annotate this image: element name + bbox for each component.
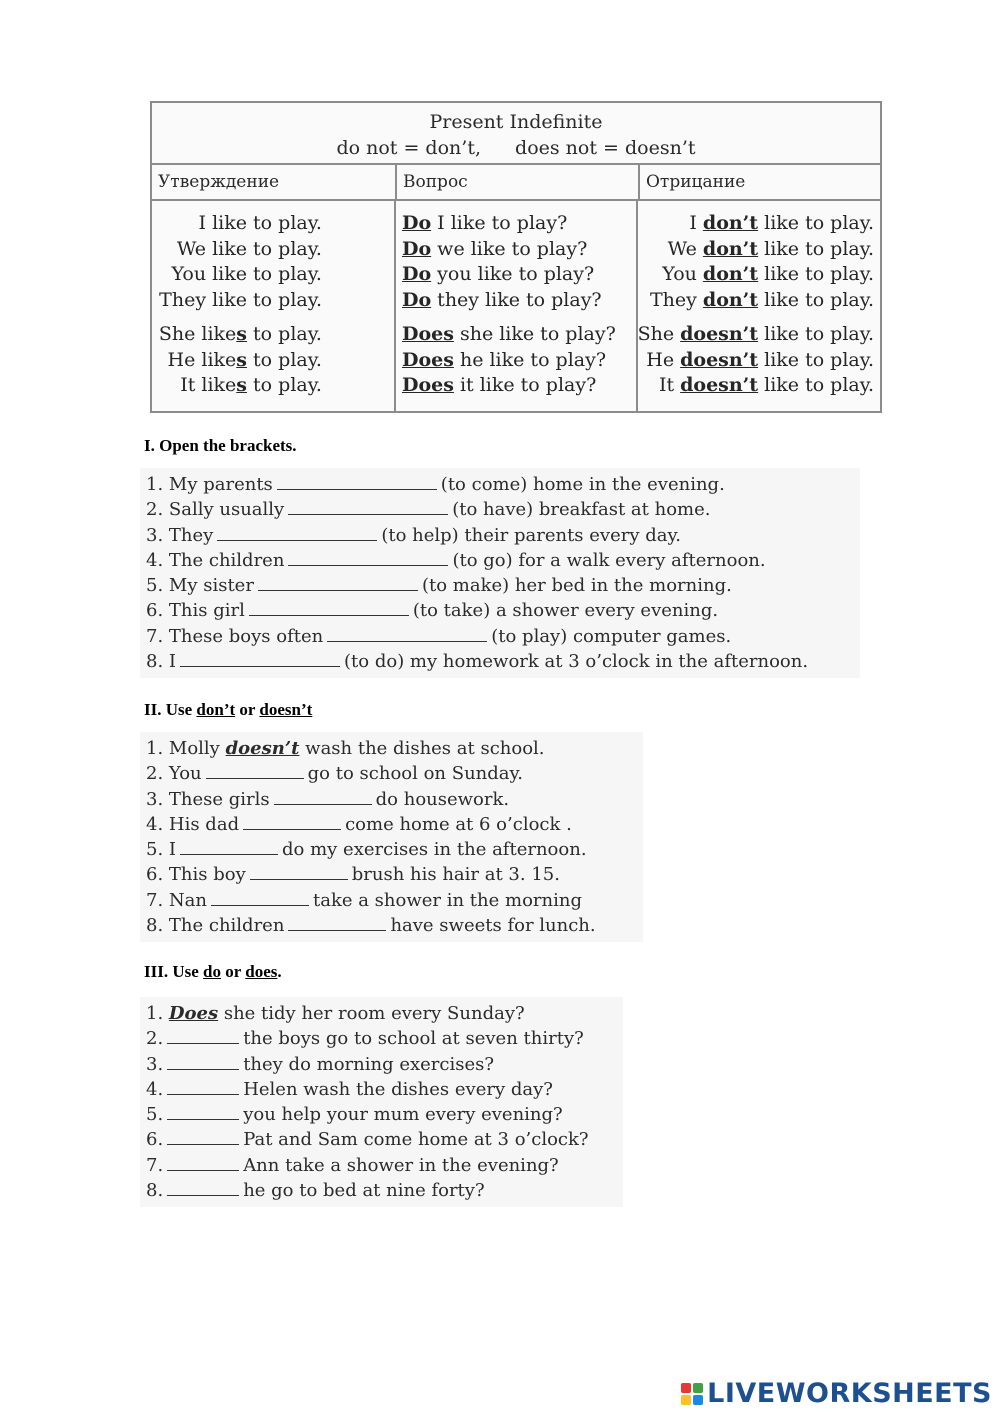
line-text-before: 5. I — [146, 839, 177, 861]
highlight-word: s — [236, 323, 247, 345]
table-line — [152, 322, 322, 348]
highlight-word: don’t — [702, 263, 759, 285]
highlight-word: don’t — [702, 212, 759, 234]
section3-heading — [144, 962, 282, 982]
table-line — [402, 322, 636, 348]
table-note-right: does not = doesn’t — [515, 137, 696, 159]
line-pre: You — [662, 263, 703, 285]
line-text-before: 6. This girl — [146, 600, 245, 622]
line-pre: I — [689, 212, 703, 234]
section3-example — [146, 1001, 617, 1026]
table-line — [402, 348, 636, 374]
table-line: We like to play. — [176, 237, 322, 260]
line-post: you like to play? — [431, 263, 595, 285]
line-post: I like to play? — [431, 212, 568, 234]
line-text-before: 3. — [146, 1053, 164, 1075]
logo-square — [693, 1383, 703, 1393]
section2-exercise — [140, 732, 643, 942]
logo-mark-icon — [681, 1383, 703, 1405]
line-text-after: (to make) her bed in the morning. — [421, 575, 732, 597]
section2-heading-word2: doesn’t — [259, 700, 313, 719]
highlight-word: doesn’t — [680, 374, 759, 396]
highlight-word: Do — [401, 263, 432, 285]
table-line — [638, 348, 874, 374]
line-text-after: do my exercises in the afternoon. — [282, 839, 587, 861]
answer-blank[interactable] — [258, 573, 418, 591]
exercise-line — [146, 1127, 617, 1152]
exercise-line — [146, 624, 854, 649]
answer-blank[interactable] — [167, 1102, 239, 1120]
answer-blank[interactable] — [288, 497, 448, 515]
line-pre: We — [667, 237, 703, 260]
table-header — [152, 103, 880, 165]
example-answer: Does — [168, 1003, 219, 1024]
table-line — [638, 211, 874, 237]
affirmative-cell — [152, 201, 396, 411]
table-body — [152, 201, 880, 411]
line-post: like to play. — [758, 348, 874, 371]
line-text-before: 7. — [146, 1154, 164, 1176]
line-text-after: (to go) for a walk every afternoon. — [452, 549, 766, 571]
table-line — [402, 237, 636, 263]
column-header-negative: Отрицание — [646, 172, 746, 192]
line-text-before: 2. You — [146, 763, 202, 785]
line-pre: It like — [180, 374, 237, 396]
table-line: They like to play. — [159, 288, 322, 311]
exercise-line — [146, 1026, 617, 1051]
highlight-word: Does — [401, 374, 454, 396]
table-note — [152, 135, 880, 161]
line-text-after: (to help) their parents every day. — [381, 524, 681, 546]
line-pre: She — [637, 323, 681, 345]
highlight-word: s — [236, 348, 247, 371]
section3-heading-pre: III. Use — [144, 962, 204, 981]
table-note-left: do not = don’t, — [336, 137, 481, 159]
answer-blank[interactable] — [167, 1077, 239, 1095]
section3-exercise — [140, 997, 623, 1207]
line-text-after: Helen wash the dishes every day? — [243, 1078, 553, 1100]
table-line — [638, 373, 874, 399]
highlight-word: doesn’t — [680, 348, 759, 371]
line-post: to play. — [247, 323, 322, 345]
line-text-before: 3. These girls — [146, 788, 270, 810]
line-post: like to play. — [758, 288, 874, 311]
table-line — [152, 348, 322, 374]
line-post: to play. — [247, 348, 322, 371]
example-post: she tidy her room every Sunday? — [218, 1003, 525, 1024]
affirmative-group2 — [152, 322, 322, 399]
line-text-before: 8. The children — [146, 915, 285, 937]
exercise-line — [146, 761, 637, 786]
line-text-before: 2. — [146, 1028, 164, 1050]
answer-blank[interactable] — [167, 1127, 239, 1145]
exercise-line — [146, 1052, 617, 1077]
line-text-before: 6. This boy — [146, 864, 246, 886]
example-pre: 1. Molly — [146, 738, 226, 759]
line-text-before: 5. — [146, 1104, 164, 1126]
line-post: we like to play? — [431, 237, 588, 260]
section2-heading — [144, 700, 312, 720]
answer-blank[interactable] — [217, 523, 377, 541]
section1-exercise — [140, 468, 860, 678]
line-text-after: go to school on Sunday. — [307, 763, 524, 785]
answer-blank[interactable] — [167, 1178, 239, 1196]
table-line — [402, 262, 636, 288]
table-line — [152, 373, 322, 399]
table-title: Present Indefinite — [429, 111, 603, 133]
line-pre: He like — [167, 348, 237, 371]
line-text-before: 7. These boys often — [146, 625, 324, 647]
line-text-before: 4. — [146, 1078, 164, 1100]
line-post: they like to play? — [431, 288, 602, 311]
answer-blank[interactable] — [167, 1052, 239, 1070]
highlight-word: Do — [401, 288, 432, 311]
section2-heading-mid: or — [235, 700, 260, 719]
answer-blank[interactable] — [288, 913, 386, 931]
highlight-word: don’t — [702, 288, 759, 311]
line-post: like to play. — [758, 374, 874, 396]
exercise-line — [146, 523, 854, 548]
answer-blank[interactable] — [180, 649, 340, 667]
line-text-after: take a shower in the morning — [312, 889, 582, 911]
example-pre: 1. — [146, 1003, 169, 1024]
table-line — [638, 237, 874, 263]
line-text-before: 8. I — [146, 651, 177, 673]
answer-blank[interactable] — [167, 1026, 239, 1044]
answer-blank[interactable] — [180, 837, 278, 855]
answer-blank[interactable] — [288, 548, 448, 566]
table-line — [638, 262, 874, 288]
highlight-word: Does — [401, 348, 454, 371]
line-post: to play. — [247, 374, 322, 396]
exercise-line — [146, 573, 854, 598]
exercise-line — [146, 888, 637, 913]
exercise-line — [146, 598, 854, 623]
exercise-line — [146, 497, 854, 522]
negative-group2 — [638, 322, 874, 399]
table-line: You like to play. — [171, 263, 322, 285]
grammar-table — [150, 101, 882, 413]
line-text-after: (to have) breakfast at home. — [452, 499, 711, 521]
exercise-line — [146, 812, 637, 837]
line-pre: They — [649, 288, 703, 311]
line-post: he like to play? — [453, 348, 607, 371]
table-line — [638, 322, 874, 348]
example-post: wash the dishes at school. — [299, 738, 545, 759]
line-text-after: come home at 6 o’clock . — [345, 813, 572, 835]
line-text-before: 6. — [146, 1129, 164, 1151]
line-text-after: brush his hair at 3. 15. — [351, 864, 560, 886]
line-text-before: 2. Sally usually — [146, 499, 285, 521]
answer-blank[interactable] — [274, 787, 372, 805]
line-text-after: (to do) my homework at 3 o’clock in the afternoon. — [344, 651, 809, 673]
liveworksheets-logo — [681, 1378, 992, 1409]
highlight-word: doesn’t — [680, 323, 759, 345]
highlight-word: Do — [401, 212, 432, 234]
question-cell — [396, 201, 638, 411]
line-text-after: (to play) computer games. — [491, 625, 732, 647]
section2-heading-word1: don’t — [196, 700, 236, 719]
logo-square — [681, 1383, 691, 1393]
section3-heading-word1: do — [203, 962, 222, 981]
exercise-line — [146, 649, 854, 674]
line-text-after: you help your mum every evening? — [243, 1104, 563, 1126]
line-text-before: 8. — [146, 1180, 164, 1202]
section1-heading: I. Open the brackets. — [144, 436, 297, 455]
highlight-word: Do — [401, 237, 432, 260]
line-pre: She like — [158, 323, 237, 345]
answer-blank[interactable] — [249, 598, 409, 616]
table-line: I like to play. — [198, 212, 322, 234]
line-post: like to play. — [758, 237, 874, 260]
exercise-line — [146, 548, 854, 573]
line-text-after: (to take) a shower every evening. — [412, 600, 719, 622]
section2-example — [146, 736, 637, 761]
negative-cell — [638, 201, 880, 411]
line-text-before: 4. His dad — [146, 813, 240, 835]
logo-text: LIVEWORKSHEETS — [707, 1378, 992, 1409]
table-line — [402, 288, 636, 314]
line-pre: It — [658, 374, 681, 396]
line-post: it like to play? — [453, 374, 597, 396]
exercise-line — [146, 837, 637, 862]
line-text-after: have sweets for lunch. — [390, 915, 596, 937]
highlight-word: don’t — [702, 237, 759, 260]
line-text-after: they do morning exercises? — [243, 1053, 495, 1075]
line-post: she like to play? — [453, 323, 616, 345]
line-text-before: 5. My sister — [146, 575, 254, 597]
line-text-after: the boys go to school at seven thirty? — [243, 1028, 584, 1050]
exercise-line — [146, 1102, 617, 1127]
section3-heading-end: . — [277, 962, 282, 981]
line-text-before: 1. My parents — [146, 474, 273, 495]
line-text-after: he go to bed at nine forty? — [243, 1180, 485, 1202]
line-text-before: 7. Nan — [146, 889, 207, 911]
highlight-word: s — [236, 374, 247, 396]
line-text-after: (to come) home in the evening. — [440, 474, 725, 495]
exercise-line — [146, 472, 854, 497]
exercise-line — [146, 1178, 617, 1203]
answer-blank[interactable] — [206, 761, 304, 779]
section3-heading-mid: or — [221, 962, 246, 981]
line-text-before: 4. The children — [146, 549, 285, 571]
affirmative-group1 — [152, 211, 322, 313]
line-post: like to play. — [758, 212, 874, 234]
column-header-question: Вопрос — [397, 165, 640, 199]
line-text-after: Pat and Sam come home at 3 o’clock? — [243, 1129, 589, 1151]
question-group2 — [402, 322, 636, 399]
highlight-word: Does — [401, 323, 454, 345]
exercise-line — [146, 1077, 617, 1102]
line-pre: He — [646, 348, 681, 371]
answer-blank[interactable] — [167, 1153, 239, 1171]
exercise-line — [146, 862, 637, 887]
exercise-line — [146, 787, 637, 812]
logo-square — [681, 1395, 691, 1405]
table-line — [638, 288, 874, 314]
exercise-line — [146, 913, 637, 938]
line-text-after: do housework. — [375, 788, 510, 810]
example-answer: doesn’t — [225, 738, 300, 759]
negative-group1 — [638, 211, 874, 313]
question-group1 — [402, 211, 636, 313]
table-column-headers — [152, 165, 880, 201]
logo-square — [693, 1395, 703, 1405]
section2-heading-pre: II. Use — [144, 700, 197, 719]
answer-blank[interactable] — [327, 624, 487, 642]
line-post: like to play. — [758, 323, 874, 345]
exercise-line — [146, 1153, 617, 1178]
column-header-affirmative: Утверждение — [152, 165, 397, 199]
line-post: like to play. — [758, 263, 874, 285]
line-text-before: 3. They — [146, 524, 214, 546]
answer-blank[interactable] — [250, 862, 348, 880]
table-line — [402, 373, 636, 399]
table-line — [402, 211, 636, 237]
section3-heading-word2: does — [245, 962, 278, 981]
line-text-after: Ann take a shower in the evening? — [243, 1154, 559, 1176]
answer-blank[interactable] — [211, 888, 309, 906]
answer-blank[interactable] — [243, 812, 341, 830]
answer-blank[interactable] — [277, 472, 437, 490]
